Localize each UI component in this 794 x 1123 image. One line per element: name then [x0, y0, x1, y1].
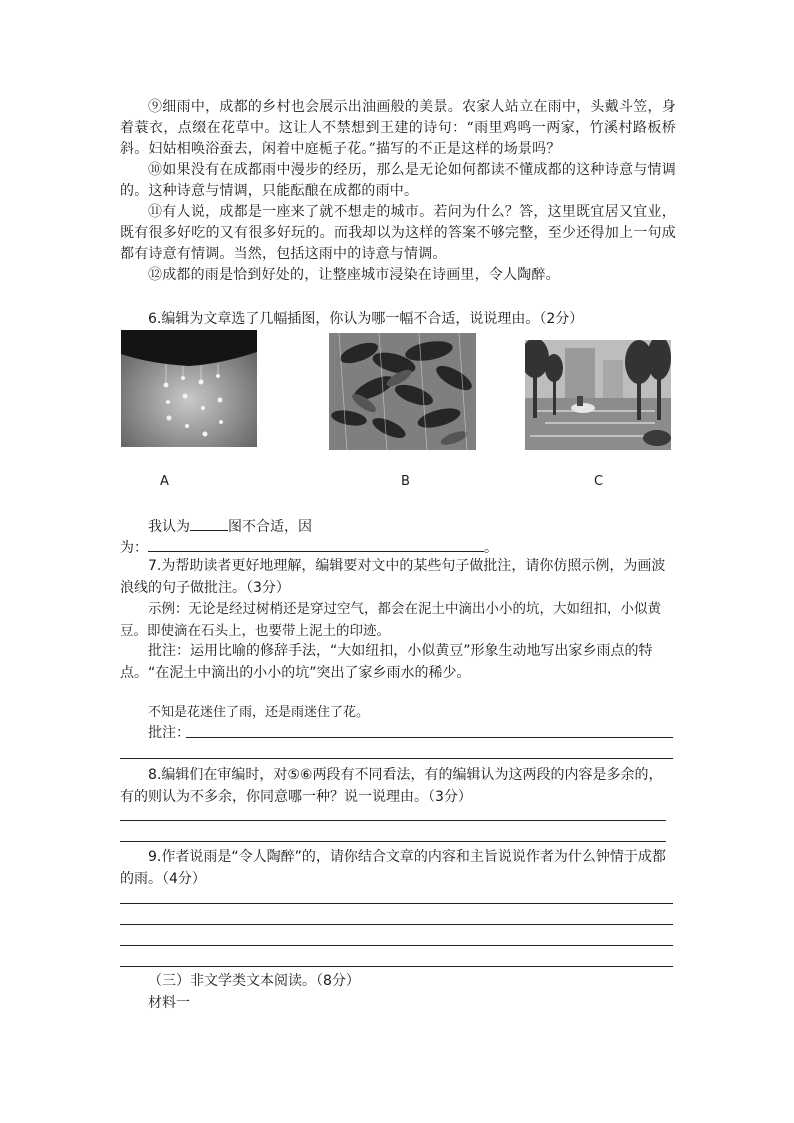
illustration-a-label: A — [160, 474, 169, 489]
answer-line[interactable] — [120, 924, 673, 925]
reason-end: 。 — [484, 540, 498, 556]
illustration-c-label: C — [594, 474, 604, 489]
paragraph-12: ⑫成都的雨是恰到好处的，让整座城市浸染在诗画里，令人陶醉。 — [148, 267, 560, 283]
question-6-stem: 6.编辑为文章选了几幅插图，你认为哪一幅不合适，说说理由。（2分） — [148, 311, 584, 327]
illustration-a — [121, 330, 257, 447]
answer-blank-reason[interactable] — [148, 536, 484, 552]
question-7-annotation: 批注：运用比喻的修辞手法，“大如纽扣，小似黄豆”形象生动地写出家乡雨点的特点。“在泥土中滴出的小小的坑”突出了家乡雨水的稀少。 — [120, 643, 653, 681]
answer-line[interactable] — [186, 737, 673, 738]
answer-line[interactable] — [120, 841, 666, 842]
material-1-label: 材料一 — [148, 995, 190, 1011]
question-9-stem: 9.作者说雨是“令人陶醉”的，请你结合文章的内容和主旨说说作者为什么钟情于成都的雨。（4分） — [120, 849, 666, 887]
section-3-title: （三）非文学类文本阅读。（8分） — [148, 973, 360, 989]
answer-line[interactable] — [120, 820, 666, 821]
reason-label: 为： — [120, 540, 148, 556]
question-7-stem: 7.为帮助读者更好地理解，编辑要对文中的某些句子做批注，请你仿照示例，为画波浪线的句子做批注。（3分） — [120, 558, 666, 596]
answer-line[interactable] — [120, 903, 673, 904]
illustration-b-label: B — [401, 474, 410, 489]
question-7-sentence: 不知是花迷住了雨，还是雨迷住了花。 — [148, 705, 370, 720]
illustration-b — [329, 333, 476, 450]
paragraph-10: ⑩如果没有在成都雨中漫步的经历，那么是无论如何都读不懂成都的这种诗意与情调的。这种诗意与情调，只能酝酿在成都的雨中。 — [120, 162, 676, 199]
answer-line[interactable] — [120, 966, 673, 967]
question-8-stem: 8.编辑们在审编时，对⑤⑥两段有不同看法，有的编辑认为这两段的内容是多余的，有的则认为不多余，你同意哪一种？说一说理由。（3分） — [120, 767, 663, 805]
question-7-example: 示例：无论是经过树梢还是穿过空气，都会在泥土中滴出小小的坑，大如纽扣，小似黄豆。即使滴在石头上，也要带上泥土的印迹。 — [120, 601, 661, 639]
answer-line[interactable] — [120, 945, 673, 946]
paragraph-9: ⑨细雨中，成都的乡村也会展示出油画般的美景。农家人站立在雨中，头戴斗笠，身着蓑衣，点缀在花草中。这让人不禁想到王建的诗句：“雨里鸡鸣一两家，竹溪村路板桥斜。妇姑相唤浴蚕去，闲着中庭栀子花。”描写的不正是这样的场景吗？ — [120, 99, 676, 157]
question-6-answer-line — [148, 515, 312, 537]
answer-mid: 图不合适，因 — [228, 519, 312, 535]
answer-prefix: 我认为 — [148, 519, 190, 535]
question-7-answer-label: 批注： — [148, 725, 190, 741]
paragraph-11: ⑪有人说，成都是一座来了就不想走的城市。若问为什么？答，这里既宜居又宜业，既有很多好吃的又有很多好玩的。而我却以为这样的答案不够完整，至少还得加上一句成都有诗意有情调。当然，包括这雨中的诗意与情调。 — [120, 204, 676, 262]
answer-blank-image[interactable] — [190, 515, 228, 531]
answer-line[interactable] — [120, 758, 673, 759]
illustration-c — [525, 340, 671, 450]
